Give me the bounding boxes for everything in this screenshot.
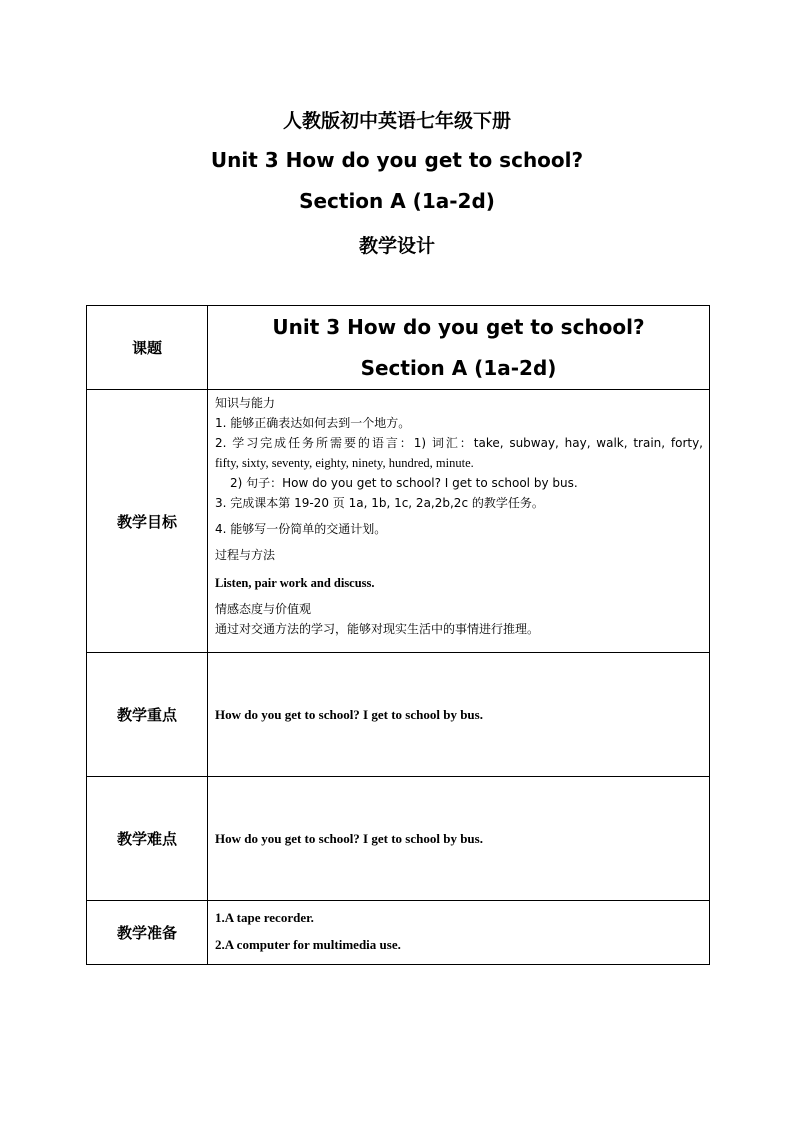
goals-heading-process: 过程与方法 (215, 548, 276, 562)
goals-item-3: 3. 完成课本第 19-20 页 1a, 1b, 1c, 2a,2b,2c 的教学任务。 (215, 496, 544, 510)
preparation-item-2: 2.A computer for multimedia use. (215, 937, 401, 952)
lesson-plan-table (86, 305, 710, 965)
key-points-content: How do you get to school? I get to school by bus. (208, 653, 710, 777)
preparation-item-1: 1.A tape recorder. (215, 910, 314, 925)
table-row-goals (87, 390, 710, 653)
goals-item-4: 4. 能够写一份简单的交通计划。 (215, 522, 387, 536)
topic-label: 课题 (87, 306, 208, 390)
preparation-cell (208, 901, 710, 965)
table-row-preparation (87, 901, 710, 965)
goals-process-text: Listen, pair work and discuss. (215, 576, 375, 590)
goals-cell (208, 390, 710, 653)
goals-item-1: 1. 能够正确表达如何去到一个地方。 (215, 416, 411, 430)
difficulties-label: 教学难点 (87, 777, 208, 901)
topic-unit-line: Unit 3 How do you get to school? (272, 314, 645, 339)
goals-label: 教学目标 (87, 390, 208, 653)
goals-heading-knowledge: 知识与能力 (215, 396, 276, 410)
title-doc-type: 教学设计 (358, 235, 435, 257)
title-section: Section A (1a-2d) (299, 189, 495, 213)
title-unit: Unit 3 How do you get to school? (210, 148, 584, 172)
preparation-label: 教学准备 (87, 901, 208, 965)
key-points-label: 教学重点 (87, 653, 208, 777)
topic-cell (208, 306, 710, 390)
table-row-difficulties (87, 777, 710, 901)
goals-heading-values: 情感态度与价值观 (215, 602, 312, 616)
goals-item-2-vocab-cont: fifty, sixty, seventy, eighty, ninety, hundred, minute. (215, 456, 474, 470)
difficulties-content: How do you get to school? I get to school by bus. (208, 777, 710, 901)
goals-values-text: 通过对交通方法的学习，能够对现实生活中的事情进行推理。 (215, 622, 540, 636)
table-row-topic (87, 306, 710, 390)
goals-item-2-sentences: 2) 句子：How do you get to school? I get to school by bus. (230, 476, 578, 490)
table-row-key-points (87, 653, 710, 777)
goals-item-2-vocab: 2. 学习完成任务所需要的语言：1) 词汇：take, subway, hay, walk, train, forty, (215, 436, 703, 450)
topic-section-line: Section A (1a-2d) (360, 355, 557, 380)
title-textbook: 人教版初中英语七年级下册 (282, 110, 511, 132)
